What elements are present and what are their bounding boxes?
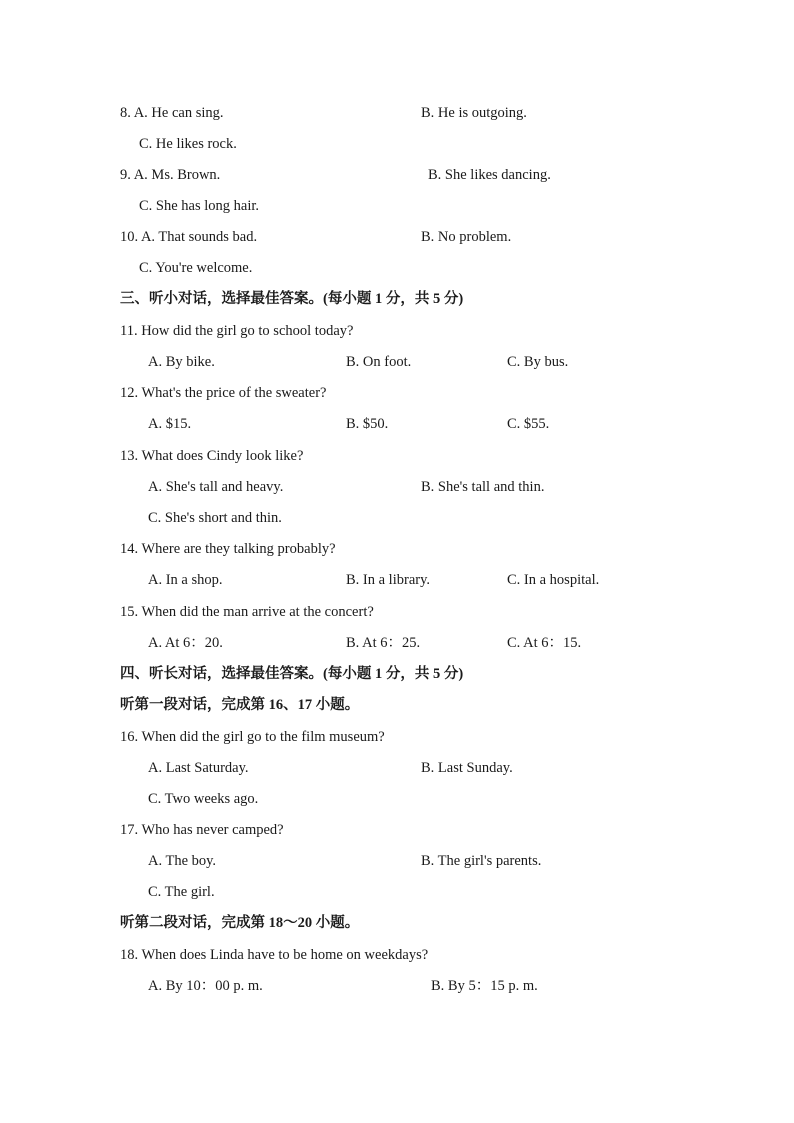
q8-option-c: C. He likes rock. [139, 136, 237, 152]
q17-question: 17. Who has never camped? [120, 822, 284, 838]
q13-option-a: A. She's tall and heavy. [148, 479, 284, 495]
q15-option-c: C. At 6：15. [507, 635, 582, 651]
q8-option-b: B. He is outgoing. [421, 105, 527, 121]
q9-option-a: 9. A. Ms. Brown. [120, 167, 221, 183]
q12-question: 12. What's the price of the sweater? [120, 385, 327, 401]
q16-question: 16. When did the girl go to the film museum? [120, 729, 385, 745]
q10-option-b: B. No problem. [421, 229, 512, 245]
q14-option-b: B. In a library. [346, 572, 431, 588]
dialog-2-instruction: 听第二段对话，完成第 18～20 小题。 [120, 915, 360, 931]
q10-option-a: 10. A. That sounds bad. [120, 229, 258, 245]
q18-option-b: B. By 5：15 p. m. [431, 978, 538, 994]
q11-option-a: A. By bike. [148, 354, 215, 370]
q9-option-b: B. She likes dancing. [428, 167, 551, 183]
q13-question: 13. What does Cindy look like? [120, 448, 304, 464]
q17-option-a: A. The boy. [148, 853, 217, 869]
q16-option-c: C. Two weeks ago. [148, 791, 259, 807]
q14-option-c: C. In a hospital. [507, 572, 600, 588]
q12-option-b: B. $50. [346, 416, 389, 432]
q9-option-c: C. She has long hair. [139, 198, 260, 214]
q11-option-c: C. By bus. [507, 354, 569, 370]
q14-option-a: A. In a shop. [148, 572, 223, 588]
q18-question: 18. When does Linda have to be home on weekdays? [120, 947, 429, 963]
q16-option-b: B. Last Sunday. [421, 760, 513, 776]
q16-option-a: A. Last Saturday. [148, 760, 249, 776]
q10-option-c: C. You're welcome. [139, 260, 253, 276]
q13-option-c: C. She's short and thin. [148, 510, 282, 526]
q11-question: 11. How did the girl go to school today? [120, 323, 354, 339]
q17-option-b: B. The girl's parents. [421, 853, 542, 869]
q17-option-c: C. The girl. [148, 884, 215, 900]
q12-option-a: A. $15. [148, 416, 192, 432]
q12-option-c: C. $55. [507, 416, 550, 432]
q8-option-a: 8. A. He can sing. [120, 105, 224, 121]
q18-option-a: A. By 10：00 p. m. [148, 978, 263, 994]
q15-question: 15. When did the man arrive at the concert? [120, 604, 374, 620]
q13-option-b: B. She's tall and thin. [421, 479, 545, 495]
section-4-heading: 四、听长对话，选择最佳答案。(每小题 1 分，共 5 分) [120, 666, 464, 682]
q15-option-b: B. At 6：25. [346, 635, 421, 651]
section-3-heading: 三、听小对话，选择最佳答案。(每小题 1 分，共 5 分) [120, 291, 464, 307]
q14-question: 14. Where are they talking probably? [120, 541, 336, 557]
q15-option-a: A. At 6：20. [148, 635, 223, 651]
dialog-1-instruction: 听第一段对话，完成第 16、17 小题。 [120, 697, 360, 713]
q11-option-b: B. On foot. [346, 354, 412, 370]
